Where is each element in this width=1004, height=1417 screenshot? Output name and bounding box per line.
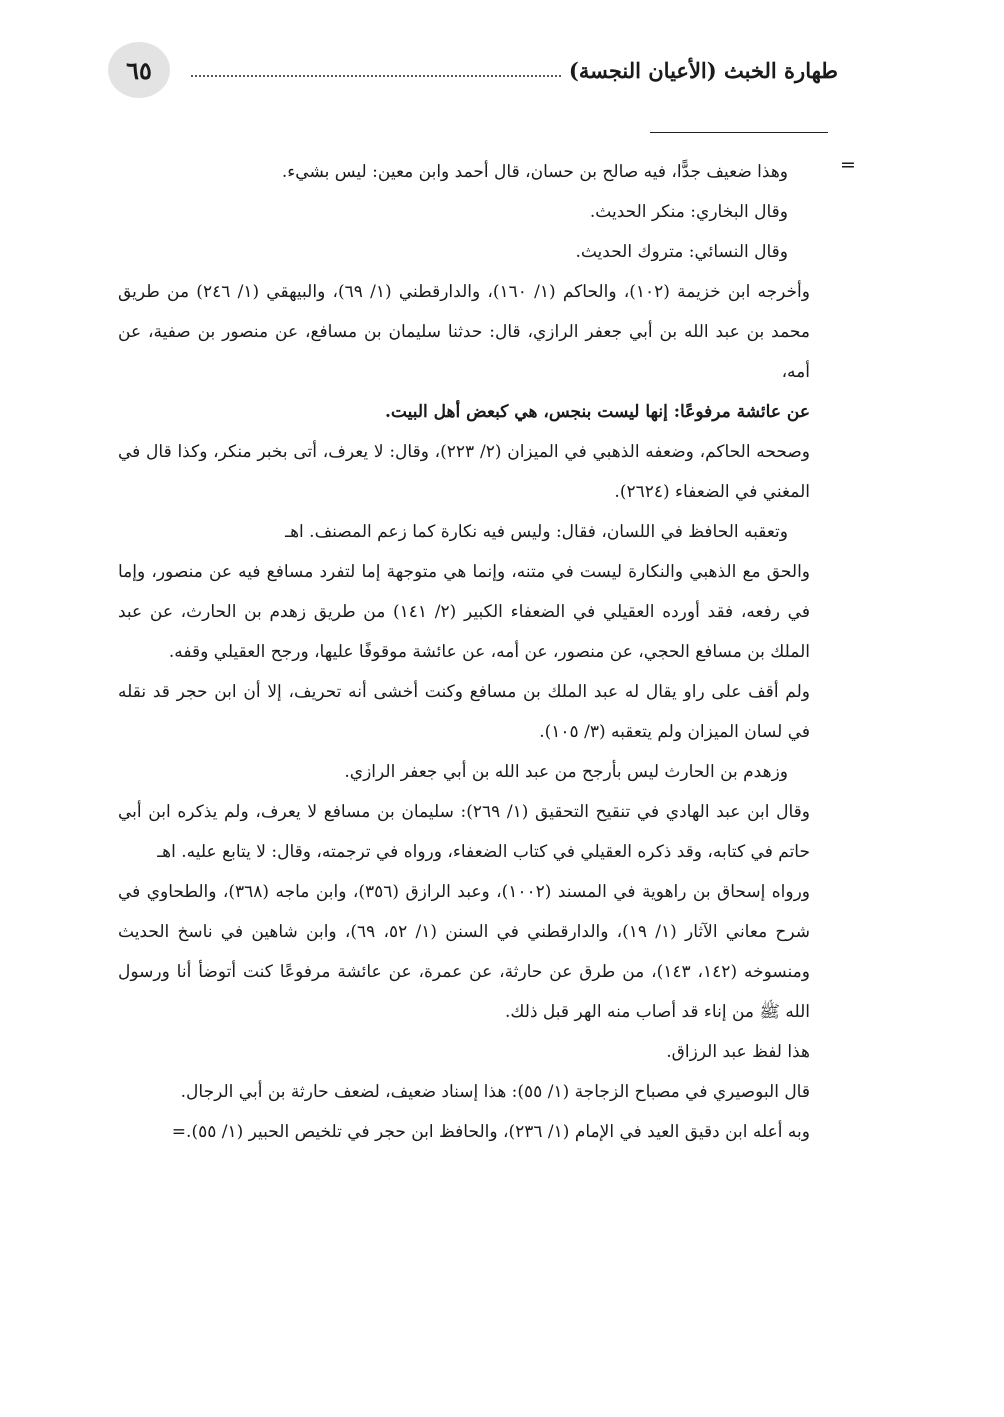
footnote-paragraph: وهذا ضعيف جدًّا، فيه صالح بن حسان، قال أحمد وابن معين: ليس بشيء. (281, 162, 788, 182)
footnote-paragraph: ولم أقف على راو يقال له عبد الملك بن مسافع وكنت أخشى أنه تحريف، إلا أن ابن حجر قد نقله في لسان الميزان ولم يتعقبه (٣/ ١٠٥). (118, 682, 810, 742)
footnote-paragraph: قال البوصيري في مصباح الزجاجة (١/ ٥٥): هذا إسناد ضعيف، لضعف حارثة بن أبي الرجال. (180, 1082, 810, 1102)
footnote-paragraph: ورواه إسحاق بن راهوية في المسند (١٠٠٢)، وعبد الرازق (٣٥٦)، وابن ماجه (٣٦٨)، والطحاوي في شرح معاني الآثار (١/ ١٩)، والدارقطني في السنن (١/ ٥٢، ٦٩)، وابن شاهين في ناسخ الحديث ومنسوخه (١٤٢، ١٤٣)، من طرق عن حارثة، عن عمرة، عن عائشة مرفوعًا كنت أتوضأ أنا ورسول الله ﷺ من إناء قد أصاب منه الهر قبل ذلك. (118, 882, 811, 1022)
footnote-body (118, 152, 810, 1152)
continuation-mark: = (840, 154, 856, 176)
hadith-text: عن عائشة مرفوعًا: إنها ليست بنجس، هي كبعض أهل البيت. (384, 402, 810, 422)
page-number: ٦٥ (108, 42, 170, 98)
footnote-paragraph: وتعقبه الحافظ في اللسان، فقال: وليس فيه نكارة كما زعم المصنف. اهـ (285, 522, 788, 542)
footnote-paragraph: وبه أعله ابن دقيق العيد في الإمام (١/ ٢٣٦)، والحافظ ابن حجر في تلخيص الحبير (١/ ٥٥).= (171, 1122, 810, 1142)
footnote-paragraph: والحق مع الذهبي والنكارة ليست في متنه، وإنما هي متوجهة إما لتفرد مسافع فيه عن منصور، وإما في رفعه، فقد أورده العقيلي في الضعفاء الكبير (٢/ ١٤١) من طريق زهدم بن الحارث، عن عبد الملك بن مسافع الحجي، عن منصور، عن أمه، عن عائشة موقوفًا عليها، ورجح العقيلي وقفه. (118, 562, 810, 662)
footnote-paragraph: وقال ابن عبد الهادي في تنقيح التحقيق (١/ ٢٦٩): سليمان بن مسافع لا يعرف، ولم يذكره ابن أبي حاتم في كتابه، وقد ذكره العقيلي في كتاب الضعفاء، ورواه في ترجمته، وقال: لا يتابع عليه. اهـ (118, 802, 810, 862)
footnote-paragraph: وصححه الحاكم، وضعفه الذهبي في الميزان (٢/ ٢٢٣)، وقال: لا يعرف، أتى بخبر منكر، وكذا قال في المغني في الضعفاء (٢٦٢٤). (118, 442, 810, 502)
footnote-paragraph: هذا لفظ عبد الرزاق. (666, 1042, 810, 1062)
footnote-paragraph: وأخرجه ابن خزيمة (١٠٢)، والحاكم (١/ ١٦٠)، والدارقطني (١/ ٦٩)، والبيهقي (١/ ٢٤٦) من طريق محمد بن عبد الله بن أبي جعفر الرازي، قال: حدثنا سليمان بن مسافع، عن منصور بن صفية، عن أمه، (118, 282, 810, 382)
header-dotted-leader (191, 75, 561, 77)
footnote-paragraph: وقال النسائي: متروك الحديث. (575, 242, 788, 262)
running-header (185, 52, 840, 88)
footnote-separator (650, 132, 828, 133)
footnote-paragraph: وزهدم بن الحارث ليس بأرجح من عبد الله بن أبي جعفر الرازي. (344, 762, 788, 782)
chapter-title: طهارة الخبث (الأعيان النجسة) (568, 57, 838, 83)
footnote-paragraph: وقال البخاري: منكر الحديث. (589, 202, 788, 222)
